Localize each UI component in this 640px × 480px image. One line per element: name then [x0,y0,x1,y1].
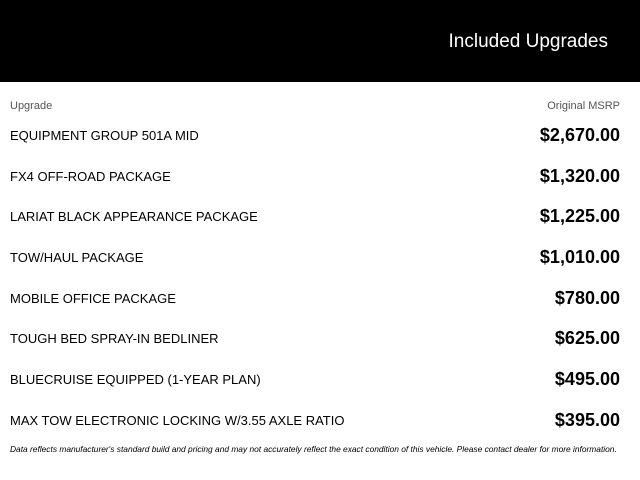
page-title: Included Upgrades [448,31,608,52]
upgrades-list [10,115,620,441]
upgrade-row [10,156,620,197]
upgrade-price: $495.00 [554,369,620,390]
upgrade-price: $2,670.00 [539,125,620,145]
upgrade-name: TOW/HAUL PACKAGE [10,250,144,266]
upgrade-name: FX4 OFF-ROAD PACKAGE [10,168,171,184]
upgrade-name: EQUIPMENT GROUP 501A MID [10,128,199,143]
upgrade-name: MAX TOW ELECTRONIC LOCKING W/3.55 AXLE RATIO [10,412,345,428]
upgrade-price: $780.00 [554,287,620,308]
upgrade-row [10,278,620,319]
column-header-msrp: Original MSRP [547,100,620,112]
upgrade-name: TOUGH BED SPRAY-IN BEDLINER [10,331,219,347]
column-header-upgrade: Upgrade [10,100,53,112]
upgrade-price: $625.00 [554,328,620,349]
upgrade-price: $1,320.00 [539,165,620,186]
upgrade-name: LARIAT BLACK APPEARANCE PACKAGE [10,209,258,225]
upgrade-price: $395.00 [554,409,620,430]
disclaimer-text: Data reflects manufacturer's standard build and pricing and may not accurately reflect the exact condition of this vehicle. Please contact dealer for more information. [10,444,617,454]
upgrade-row [10,115,620,156]
column-headers [10,99,620,113]
upgrade-row [10,359,620,400]
upgrade-price: $1,225.00 [539,206,620,227]
upgrade-price: $1,010.00 [539,247,620,268]
upgrade-row [10,196,620,237]
upgrade-row [10,400,620,441]
upgrade-row [10,237,620,278]
upgrade-name: BLUECRUISE EQUIPPED (1-YEAR PLAN) [10,372,261,388]
upgrade-name: MOBILE OFFICE PACKAGE [10,290,176,306]
header-bar [0,0,640,82]
upgrade-row [10,318,620,359]
